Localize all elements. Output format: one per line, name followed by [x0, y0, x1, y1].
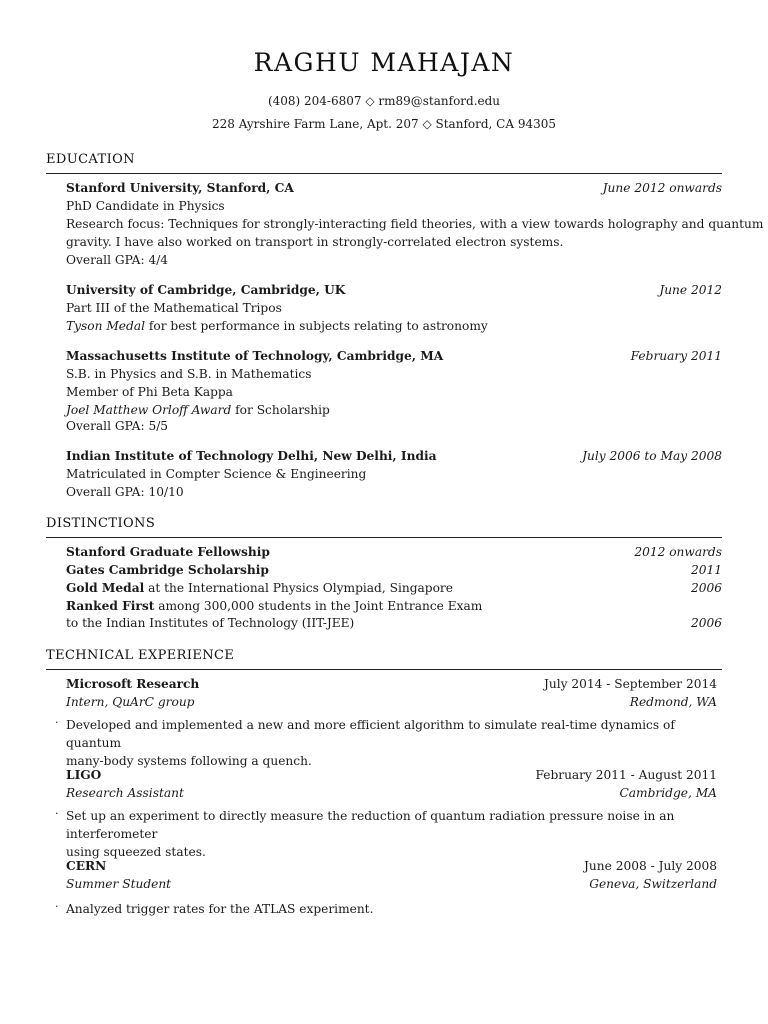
education-rule: [46, 173, 722, 174]
institution-name: Indian Institute of Technology Delhi, New Delhi, India: [66, 449, 437, 463]
award-description: for Scholarship: [231, 403, 330, 417]
contact-phone-email: (408) 204-6807 ◇ rm89@stanford.edu: [267, 94, 501, 108]
membership: Member of Phi Beta Kappa: [66, 385, 233, 399]
education-date: June 2012 onwards: [602, 181, 722, 195]
distinction-item: [66, 597, 722, 615]
degree: PhD Candidate in Physics: [66, 199, 225, 213]
job-org: Microsoft Research: [66, 677, 200, 691]
job-bullet-line: using squeezed states.: [66, 845, 206, 859]
gpa: Overall GPA: 4/4: [66, 253, 169, 267]
job-microsoft: [66, 675, 722, 693]
job-role: Intern, QuArC group: [66, 695, 195, 709]
distinction-item-cont: [66, 614, 722, 632]
research-focus-cont: gravity. I have also worked on transport in strongly-correlated electron systems.: [66, 235, 564, 249]
distinction-date: 2012 onwards: [634, 545, 722, 559]
distinctions-rule: [46, 537, 722, 538]
bullet-icon: ·: [55, 900, 59, 913]
distinction-title: Gates Cambridge Scholarship: [66, 563, 269, 577]
job-bullet: [66, 716, 724, 770]
job-dates: June 2008 - July 2008: [584, 859, 717, 873]
education-entry-mit: [66, 347, 722, 365]
gpa: Overall GPA: 5/5: [66, 419, 169, 433]
distinction-detail: to the Indian Institutes of Technology (IIT-JEE): [66, 616, 355, 630]
job-bullet-line: many-body systems following a quench.: [66, 754, 312, 768]
degree: Matriculated in Compter Science & Engineering: [66, 467, 367, 481]
distinction-title: Ranked First: [66, 599, 155, 613]
job-role: Research Assistant: [66, 786, 184, 800]
education-entry-cambridge: [66, 281, 722, 299]
distinctions-heading: DISTINCTIONS: [46, 516, 156, 531]
job-location: Redmond, WA: [629, 695, 717, 709]
research-focus: Research focus: Techniques for strongly-interacting field theories, with a view towards holography and quantum: [66, 217, 764, 231]
job-dates: July 2014 - September 2014: [543, 677, 717, 691]
job-bullet-line: Developed and implemented a new and more efficient algorithm to simulate real-time dynamics of quantum: [66, 718, 675, 750]
job-location: Cambridge, MA: [619, 786, 717, 800]
job-dates: February 2011 - August 2011: [535, 768, 717, 782]
award-description: for best performance in subjects relating to astronomy: [145, 319, 488, 333]
education-heading: EDUCATION: [46, 152, 135, 167]
education-date: June 2012: [659, 283, 722, 297]
distinction-item: [66, 543, 722, 561]
job-ligo: [66, 766, 722, 784]
contact-address: 228 Ayrshire Farm Lane, Apt. 207 ◇ Stanford, CA 94305: [211, 117, 556, 131]
job-role: Summer Student: [66, 877, 172, 891]
institution-name: University of Cambridge, Cambridge, UK: [66, 283, 346, 297]
job-bullet: [66, 900, 724, 918]
job-bullet-line: Analyzed trigger rates for the ATLAS experiment.: [66, 902, 374, 916]
distinction-date: 2006: [690, 581, 722, 595]
technical-heading: TECHNICAL EXPERIENCE: [46, 648, 235, 663]
degree: Part III of the Mathematical Tripos: [66, 301, 282, 315]
job-bullet-line: Set up an experiment to directly measure the reduction of quantum radiation pressure noise in an interferometer: [66, 809, 675, 841]
distinction-date: 2011: [690, 563, 722, 577]
technical-rule: [46, 669, 722, 670]
institution-name: Massachusetts Institute of Technology, Cambridge, MA: [66, 349, 444, 363]
job-org: CERN: [66, 859, 107, 873]
distinction-item: [66, 561, 722, 579]
award: [66, 317, 488, 335]
education-date: July 2006 to May 2008: [582, 449, 722, 463]
job-org: LIGO: [66, 768, 102, 782]
distinction-date: 2006: [690, 616, 722, 630]
award-name: Tyson Medal: [66, 319, 145, 333]
distinction-title: Gold Medal: [66, 581, 145, 595]
candidate-name: RAGHU MAHAJAN: [253, 48, 515, 77]
job-cern: [66, 857, 722, 875]
job-bullet: [66, 807, 724, 861]
education-date: February 2011: [630, 349, 722, 363]
bullet-icon: ·: [55, 807, 59, 820]
distinction-detail: at the International Physics Olympiad, Singapore: [144, 581, 453, 595]
institution-name: Stanford University, Stanford, CA: [66, 181, 294, 195]
gpa: Overall GPA: 10/10: [66, 485, 184, 499]
distinction-item: [66, 579, 722, 597]
distinction-detail: among 300,000 students in the Joint Entrance Exam: [154, 599, 483, 613]
bullet-icon: ·: [55, 716, 59, 729]
award-name: Joel Matthew Orloff Award: [66, 403, 232, 417]
education-entry-stanford: [66, 179, 722, 197]
education-entry-iitd: [66, 447, 722, 465]
distinction-title: Stanford Graduate Fellowship: [66, 545, 270, 559]
degree: S.B. in Physics and S.B. in Mathematics: [66, 367, 312, 381]
job-location: Geneva, Switzerland: [589, 877, 717, 891]
